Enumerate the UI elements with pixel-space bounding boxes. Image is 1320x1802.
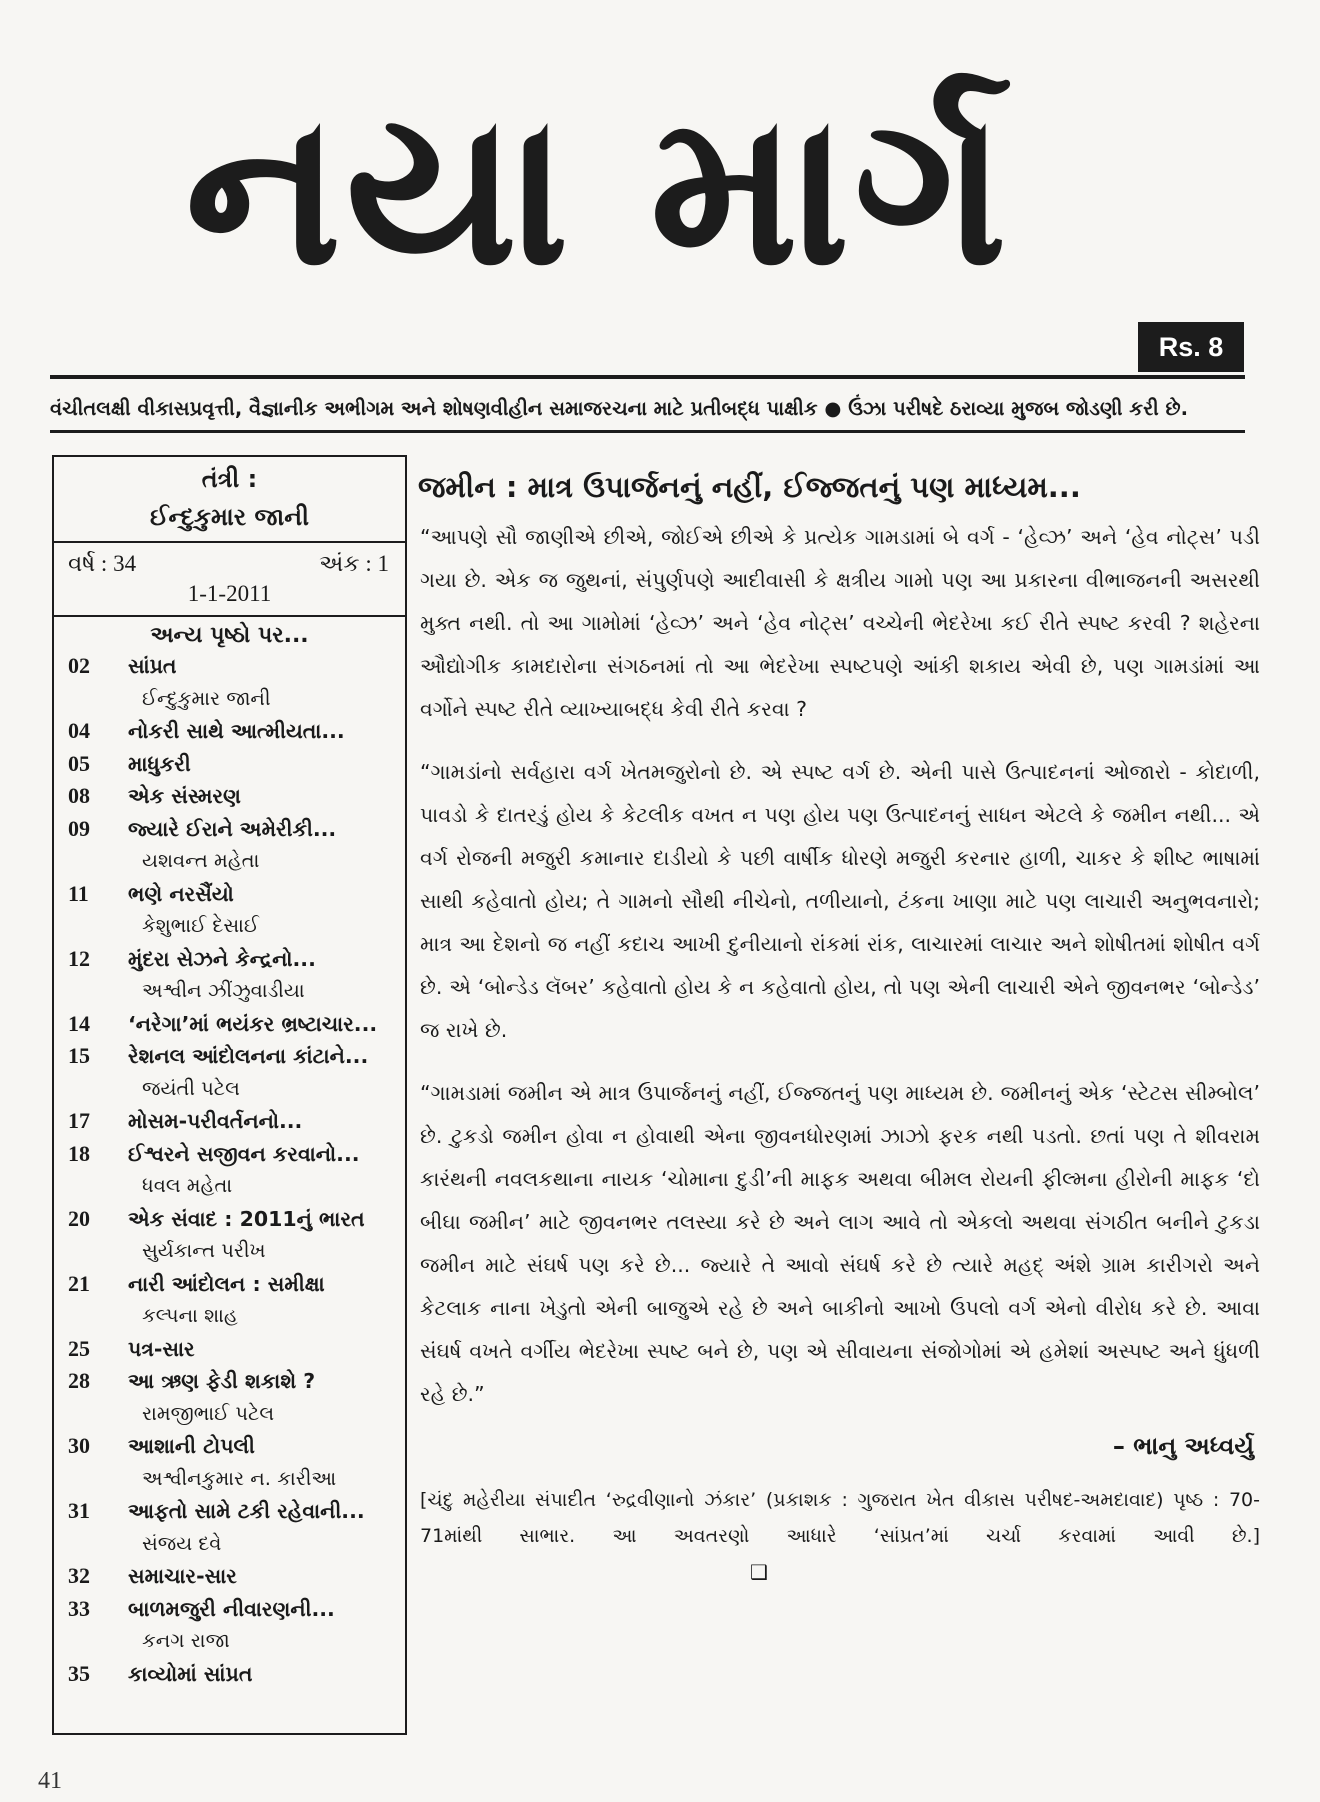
toc-title: મુંદરા સેઝને કેન્દ્રનો... xyxy=(128,946,316,971)
toc-title: આફતો સામે ટકી રહેવાની... xyxy=(128,1499,365,1523)
masthead-title: નયા માર્ગ xyxy=(185,67,1012,312)
article-paragraph: “ગામડામાં જમીન એ માત્ર ઉપાર્જનનું નહીં, ઈજ્જતનું પણ માધ્યમ છે. જમીનનું એક ‘સ્ટેટસ સીમ્બોલ’ છે. ટુકડો જમીન હોવા ન હોવાથી એના જીવનધોરણમાં ઝાઝો ફરક નથી પડતો. છતાં પણ તે શીવરામ કારંથની નવલકથાના નાયક ‘ચોમાના દુડી’ની માફક અથવા બીમલ રોયની ફીલ્મના હીરોની માફક ‘દો બીઘા જમીન’ માટે જીવનભર તલસ્યા કરે છે અને લાગ આવે તો એકલો અથવા સંગઠીત બનીને ટુકડા જમીન માટે સંઘર્ષ પણ કરે છે... જ્યારે તે આવો સંઘર્ષ કરે છે ત્યારે મહદ્ અંશે ગ્રામ કારીગરો અને કેટલાક નાના ખેડુતો એની બાજુએ રહે છે અને બાકીનો આખો ઉપલો વર્ગ એનો વીરોધ કરે છે. આવા સંઘર્ષ વખતે વર્ગીય ભેદરેખા સ્પષ્ટ બને છે, પણ એ સીવાયના સંજોગોમાં એ હમેશાં અસ્પષ્ટ અને ધુંધળી રહે છે.” xyxy=(420,1081,1260,1406)
toc-title: આશાની ટોપલી xyxy=(128,1434,255,1458)
footnote-text: [ચંદુ મહેરીયા સંપાદીત ‘રુદ્રવીણાનો ઝંકાર’ (પ્રકાશક : ગુજરાત ખેત વીકાસ પરીષદ-અમદાવાદ) પૃષ્ઠ : 70-71માંથી સાભાર. આ અવતરણો આધારે ‘સાંપ્રત’માં ચર્ચા કરવામાં આવી છે.] xyxy=(420,1489,1260,1547)
toc-author: રામજીભાઈ પટેલ xyxy=(142,1401,275,1425)
toc-author: કેશુભાઈ દેસાઈ xyxy=(142,914,259,937)
end-mark-icon: ❑ xyxy=(750,1560,768,1584)
toc-author: ધવલ મહેતા xyxy=(142,1174,233,1197)
toc-entry xyxy=(68,1203,405,1236)
toc-page-number: 11 xyxy=(68,880,89,906)
toc-entry xyxy=(68,1138,405,1171)
toc-entry xyxy=(68,1105,405,1138)
toc-entry xyxy=(68,715,405,748)
toc-author: યશવન્ત મહેતા xyxy=(142,849,260,872)
toc-title: એક સંવાદ : 2011નું ભારત xyxy=(128,1206,365,1231)
toc-page-number: 08 xyxy=(68,783,90,808)
toc-page-number: 14 xyxy=(68,1010,90,1036)
toc-entry xyxy=(68,1593,405,1626)
toc-entry xyxy=(68,748,405,781)
page-number: 41 xyxy=(38,1768,62,1794)
toc-page-number: 33 xyxy=(68,1595,90,1621)
toc-title: પત્ર-સાર xyxy=(128,1336,195,1361)
toc-page-number: 12 xyxy=(68,945,90,971)
toc-title: આ ઋણ ફેડી શકાશે ? xyxy=(128,1369,316,1393)
toc-page-number: 09 xyxy=(68,815,90,841)
toc-entry xyxy=(68,1040,405,1073)
toc-entry xyxy=(68,780,405,813)
toc-author: અશ્વીન ઝીંઝુવાડીયા xyxy=(142,979,305,1002)
toc-entry xyxy=(68,1495,405,1528)
toc-author: સંજય દવે xyxy=(142,1531,222,1555)
toc-title: કાવ્યોમાં સાંપ્રત xyxy=(128,1661,253,1686)
toc-page-number: 21 xyxy=(68,1270,90,1296)
toc-entry xyxy=(68,1268,405,1301)
issue-date: 1-1-2011 xyxy=(187,581,272,606)
toc-author: જયંતી પટેલ xyxy=(142,1076,240,1100)
toc-title: સાંપ્રત xyxy=(128,654,177,678)
toc-author: અશ્વીનકુમાર ન. કારીઆ xyxy=(142,1466,337,1490)
toc-entry xyxy=(68,1430,405,1463)
toc-page-number: 04 xyxy=(68,718,90,743)
source-footnote xyxy=(420,1482,1260,1591)
issue-number: અંક : 1 xyxy=(319,551,389,576)
toc-title: ‘નરેગા’માં ભયંકર ભ્રષ્ટાચાર... xyxy=(128,1011,378,1036)
article-headline: જમીન : માત્ર ઉપાર્જનનું નહીં, ઈજ્જતનું પણ માધ્યમ... xyxy=(418,470,1081,504)
toc-entry xyxy=(68,878,405,911)
toc-title: મોસમ-પરીવર્તનનો... xyxy=(128,1109,303,1133)
toc-title: નોકરી સાથે આત્મીયતા... xyxy=(128,719,345,743)
toc-entry xyxy=(68,1008,405,1041)
toc-title: રેશનલ આંદોલનના કાંટાને... xyxy=(128,1044,369,1068)
toc-author: ઈન્દુકુમાર જાની xyxy=(142,686,271,710)
toc-page-number: 28 xyxy=(68,1368,90,1393)
toc-entry xyxy=(68,943,405,976)
toc-title: એક સંસ્મરણ xyxy=(128,784,241,808)
top-rule xyxy=(50,375,1245,379)
toc-title: ઈશ્વરને સજીવન કરવાનો... xyxy=(128,1141,360,1166)
toc-title: ભણે નરસૈંયો xyxy=(128,881,234,906)
contents-sidebar xyxy=(52,455,407,1735)
other-pages-heading: અન્ય પૃષ્ઠો પર... xyxy=(150,623,309,648)
toc-entry xyxy=(68,1658,405,1691)
toc-page-number: 20 xyxy=(68,1205,90,1231)
toc-page-number: 35 xyxy=(68,1660,90,1686)
toc-page-number: 31 xyxy=(68,1498,90,1523)
toc-page-number: 15 xyxy=(68,1043,90,1068)
toc-author: કનગ રાજા xyxy=(142,1629,230,1652)
toc-author: કલ્પના શાહ xyxy=(142,1304,238,1327)
price-badge: Rs. 8 xyxy=(1138,322,1244,372)
toc-title: નારી આંદોલન : સમીક્ષા xyxy=(128,1271,325,1296)
toc-title: જ્યારે ઈરાને અમેરીકી... xyxy=(128,816,337,841)
toc-author: સુર્યકાન્ત પરીખ xyxy=(142,1239,266,1262)
toc-title: માધુકરી xyxy=(128,751,191,776)
toc-title: બાળમજુરી નીવારણની... xyxy=(128,1596,335,1621)
toc-page-number: 30 xyxy=(68,1433,90,1458)
editor-label: તંત્રી : xyxy=(201,465,258,493)
toc-title: સમાચાર-સાર xyxy=(128,1564,237,1588)
issue-info xyxy=(54,543,405,577)
toc-page-number: 18 xyxy=(68,1140,90,1166)
mid-rule xyxy=(50,430,1245,433)
toc-page-number: 02 xyxy=(68,653,90,678)
editor-name: ઈન્દુકુમાર જાની xyxy=(150,503,309,531)
toc-page-number: 32 xyxy=(68,1563,90,1588)
toc-entry xyxy=(68,1365,405,1398)
toc-page-number: 25 xyxy=(68,1335,90,1361)
toc-entry xyxy=(68,1333,405,1366)
article-paragraph: “આપણે સૌ જાણીએ છીએ, જોઈએ છીએ કે પ્રત્યેક ગામડામાં બે વર્ગ - ‘હેવ્ઝ’ અને ‘હેવ નોટ્સ’ પડી ગયા છે. એક જ જુથનાં, સંપુર્ણપણે આદીવાસી કે ક્ષત્રીય ગામો પણ આ પ્રકારના વીભાજનની અસરથી મુક્ત નથી. તો આ ગામોમાં ‘હેવ્ઝ’ અને ‘હેવ નોટ્સ’ વચ્ચેની ભેદરેખા કઈ રીતે સ્પષ્ટ કરવી ? શહેરના ઔદ્યોગીક કામદારોના સંગઠનમાં તો આ ભેદરેખા સ્પષ્ટપણે આંકી શકાય એવી છે, પણ ગામડાંમાં આ વર્ગોને સ્પષ્ટ રીતે વ્યાખ્યાબદ્ધ કેવી રીતે કરવા ? xyxy=(420,525,1260,721)
tagline: વંચીતલક્ષી વીકાસપ્રવૃત્તી, વૈજ્ઞાનીક અભીગમ અને શોષણવીહીન સમાજરચના માટે પ્રતીબદ્ધ પાક્ષીક ● ઉંઝા પરીષદે ઠરાવ્યા મુજબ જોડણી કરી છે. xyxy=(50,397,1188,420)
toc-entry xyxy=(68,813,405,846)
article-paragraph: “ગામડાંનો સર્વહારા વર્ગ ખેતમજુરોનો છે. એ સ્પષ્ટ વર્ગ છે. એની પાસે ઉત્પાદનનાં ઓજારો - કોદાળી, પાવડો કે દાતરડું હોય કે કેટલીક વખત ન પણ હોય પણ ઉત્પાદનનું સાધન એટલે કે જમીન નથી... એ વર્ગ રોજની મજુરી કમાનાર દાડીયો કે પછી વાર્ષીક ધોરણે મજુરી કરનાર હાળી, ચાકર કે શીષ્ટ ભાષામાં સાથી કહેવાતો હોય; તે ગામનો સૌથી નીચેનો, તળીયાનો, ટંકના ખાણા માટે પણ લાચારી અનુભવનારો; માત્ર આ દેશનો જ નહીં કદાચ આખી દુનીયાનો રાંકમાં રાંક, લાચારમાં લાચાર અને શોષીતમાં શોષીત વર્ગ છે. એ ‘બોન્ડેડ લૅબર’ કહેવાતો હોય કે ન કહેવાતો હોય, તો પણ એની લાચારી એને જીવનભર ‘બોન્ડેડ’ જ રાખે છે. xyxy=(420,760,1260,1042)
toc-page-number: 05 xyxy=(68,750,90,776)
toc-page-number: 17 xyxy=(68,1108,90,1133)
year-number: વર્ષ : 34 xyxy=(68,551,137,576)
author-signature: – ભાનુ અધ્વર્યુ xyxy=(1112,1432,1254,1460)
table-of-contents xyxy=(54,650,405,1690)
toc-entry xyxy=(68,650,405,683)
toc-entry xyxy=(68,1560,405,1593)
article xyxy=(420,458,1260,1591)
